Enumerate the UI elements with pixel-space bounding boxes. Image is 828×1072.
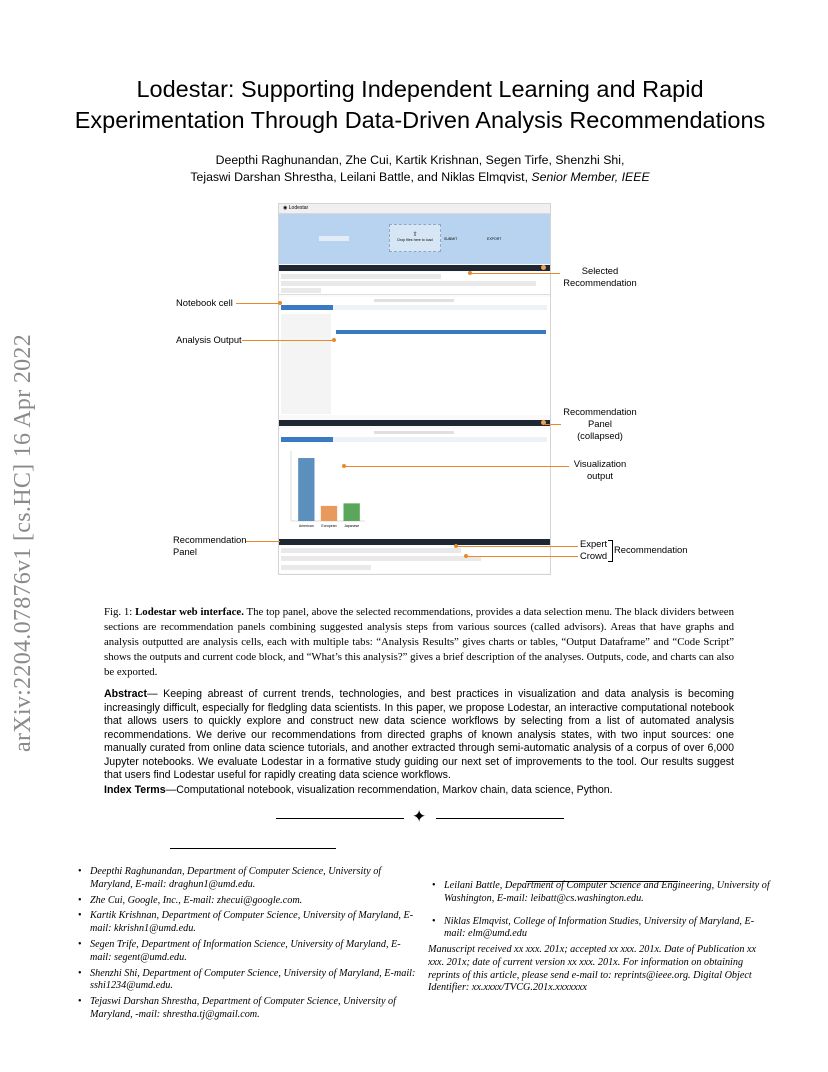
selected-recommendations-row — [279, 272, 550, 295]
author-line-1: Deepthi Raghunandan, Zhe Cui, Kartik Krishnan, Segen Tirfe, Shenzhi Shi, — [215, 153, 625, 167]
bar-chart — [279, 447, 369, 541]
app-header — [279, 204, 550, 214]
callout-visualization-output: Visualization output — [573, 458, 627, 481]
index-terms: Index Terms—Computational notebook, visualization recommendation, Markov chain, data science, Python. — [104, 784, 613, 796]
bar-labels — [299, 524, 359, 528]
footnote-item: • Segen Trife, Department of Information Science, University of Maryland, E-mail: segent@umd.edu. — [78, 939, 418, 965]
callout-bracket — [608, 540, 613, 562]
app-logo-icon: ◉ — [283, 205, 288, 211]
callout-recommendation: Recommendation — [614, 544, 688, 555]
footnote-rule-left — [170, 848, 336, 849]
bar-label-american: American — [298, 524, 314, 528]
caption-bold: Lodestar web interface. — [135, 606, 244, 618]
figure-screenshot — [278, 203, 551, 575]
diamond-icon: ✦ — [412, 807, 427, 827]
tab-analysis-results[interactable] — [281, 305, 333, 310]
arxiv-stamp: arXiv:2204.07876v1 [cs.HC] 16 Apr 2022 — [10, 333, 36, 752]
footnote-item: • Leilani Battle, Department of Computer Science and Engineering, University of Washington, E-mail: leibatt@cs.washington.edu. — [432, 880, 772, 906]
recommendation-panel-collapsed[interactable] — [279, 420, 550, 426]
table-header — [336, 330, 546, 334]
footnote-item: • Deepthi Raghunandan, Department of Computer Science, University of Maryland, E-mail: draghun1@umd.edu. — [78, 866, 418, 892]
export-button[interactable]: EXPORT — [487, 237, 502, 241]
footnote-item: • Niklas Elmqvist, College of Information Studies, University of Maryland, E-mail: elm@umd.edu — [432, 916, 772, 942]
selected-marker — [541, 265, 546, 270]
abstract-label: Abstract — [104, 688, 147, 700]
recommendation-list — [279, 546, 550, 573]
recommendation-divider-top — [279, 265, 550, 271]
footnote-item: • Shenzhi Shi, Department of Computer Science, University of Maryland, E-mail: sshi1234@umd.edu. — [78, 968, 418, 994]
callout-crowd: Crowd — [580, 550, 608, 561]
callout-selected-recommendation: Selected Recommendation — [563, 265, 637, 288]
expert-recommendations[interactable] — [281, 548, 461, 553]
callout-expert: Expert — [580, 538, 608, 549]
notebook-cell — [279, 297, 550, 415]
dataset-select[interactable] — [319, 236, 349, 241]
submit-button[interactable]: SUBMIT — [444, 237, 458, 241]
bar-american — [298, 458, 314, 521]
figure-caption: Fig. 1: Lodestar web interface. The top panel, above the selected recommendations, provides a data selection menu. The black dividers between sections are recommendation panels combining suggested analysis steps from various sources (called advisors). Areas that have graphs and analysis outputted are analysis cells, each with multiple tabs: “Analysis Results” gives charts or tables, “Output Dataframe” and “Code Script” shows the outputs and current code block, and “What’s this analysis?” gives a brief description of the analyses. Outputs, code, and charts can also be exported. — [104, 606, 734, 678]
bar-japanese — [344, 503, 360, 521]
bar-european — [321, 506, 337, 521]
bar-label-european: European — [321, 524, 337, 528]
app-name: Lodestar — [288, 205, 309, 211]
analysis-output-table — [336, 314, 546, 412]
footnote-item: • Kartik Krishnan, Department of Computer Science, University of Maryland, E-mail: kkrishn1@umd.edu. — [78, 910, 418, 936]
divider-right — [436, 818, 564, 819]
bar-label-japanese: Japanese — [344, 524, 360, 528]
crowd-recommendations[interactable] — [281, 556, 481, 561]
footnotes-left — [78, 866, 418, 1025]
file-drop-zone[interactable]: ⇧ Drop files here to load — [389, 224, 441, 252]
callout-recommendation-panel: Recommendation Panel — [173, 534, 247, 557]
recommendation-panel-bottom[interactable] — [279, 539, 550, 545]
footnote-item: • Tejaswi Darshan Shrestha, Department of Computer Science, University of Maryland, -mail: shrestha.tj@gmail.com. — [78, 996, 418, 1022]
footnote-item: • Zhe Cui, Google, Inc., E-mail: zhecui@google.com. — [78, 895, 418, 908]
author-membership: Senior Member, IEEE — [531, 170, 650, 184]
bar-series — [298, 458, 360, 521]
data-selection-panel — [279, 214, 550, 264]
author-line-2: Tejaswi Darshan Shrestha, Leilani Battle, and Niklas Elmqvist, Senior Member, IEEE — [190, 170, 650, 184]
divider-left — [276, 818, 404, 819]
manuscript-note: Manuscript received xx xxx. 201x; accepted xx xxx. 201x. Date of Publication xx xxx. 201x; date of current version xx xxx. 201x. For information on obtaining reprints of this article, please send e-mail to: reprints@ieee.org. Digital Object Identifier: xx.xxxx/TVCG.201x.xxxxxxx — [428, 944, 757, 994]
upload-icon: ⇧ — [412, 232, 418, 238]
author-list — [90, 152, 750, 186]
variable-sidebar — [281, 314, 331, 414]
callout-notebook-cell: Notebook cell — [176, 297, 233, 308]
visualization-cell — [279, 429, 550, 541]
cell-tab-bar — [281, 305, 547, 310]
paper-title: Lodestar: Supporting Independent Learning and Rapid Experimentation Through Data-Driven Analysis Recommendations — [74, 76, 766, 133]
index-terms-label: Index Terms — [104, 784, 166, 796]
callout-recommendation-panel-collapsed: Recommendation Panel (collapsed) — [563, 406, 637, 441]
footnotes-right — [432, 880, 772, 944]
abstract: Abstract— Keeping abreast of current trends, technologies, and best practices in visualization and data analysis is becoming increasingly difficult, especially for fledgling data scientists. In this paper, we propose Lodestar, an interactive computational notebook that allows users to quickly explore and construct new data science workflows by selecting from a list of automated analysis recommendations. We derive our recommendations from directed graphs of known analysis states, with two input sources: one manually curated from online data science tutorials, and another extracted through semi-automatic analysis of a corpus of over 6,000 Jupyter notebooks. We evaluate Lodestar in a formative study guiding our next set of improvements to the tool. Our results suggest that users find Lodestar useful for rapidly creating data science workflows. — [104, 688, 734, 781]
callout-analysis-output: Analysis Output — [176, 334, 242, 345]
